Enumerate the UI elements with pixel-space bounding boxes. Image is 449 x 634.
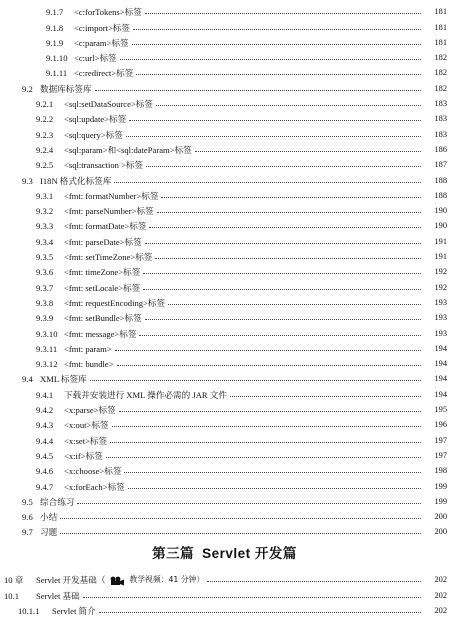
toc-entry-number: 9.4.5 xyxy=(36,450,54,461)
toc-entry-title: <x:parse>标签 xyxy=(64,405,116,416)
toc-entry-title: <fmt: requestEncoding>标签 xyxy=(64,297,166,308)
toc-entry-number: 9.3.1 xyxy=(36,190,54,201)
toc-entry-number: 9.3.4 xyxy=(36,236,54,247)
toc-entry-number: 9.4.3 xyxy=(36,420,54,431)
toc-entry-number: 9.1.8 xyxy=(46,22,64,33)
toc-entry-number: 9.3.3 xyxy=(36,221,54,232)
toc-entry-page: 188 xyxy=(434,175,447,185)
toc-entry xyxy=(0,461,449,476)
toc-entry-number: 9.4 xyxy=(22,374,33,385)
toc-entry-title: 下载并安装进行 XML 操作必需的 JAR 文件 xyxy=(64,389,227,400)
dot-leader xyxy=(112,426,421,427)
dot-leader xyxy=(60,518,421,519)
toc-entry-title: <x:if>标签 xyxy=(64,450,103,461)
dot-leader xyxy=(195,151,421,152)
toc-entry-title: <fmt: timeZone>标签 xyxy=(64,267,141,278)
toc-entry-title: <c:redirect>标签 xyxy=(74,68,134,79)
dot-leader xyxy=(106,457,421,458)
toc-entry-number: 9.3.6 xyxy=(36,267,54,278)
toc-entry-number: 9.2.3 xyxy=(36,129,54,140)
toc-entry-title: <c:url>标签 xyxy=(74,53,117,64)
toc-entry-number: 9.3.7 xyxy=(36,282,54,293)
toc-entry-number: 9.3.11 xyxy=(36,343,58,354)
video-duration-note: 教学视频：41 分钟） xyxy=(129,575,205,585)
toc-entry-page: 181 xyxy=(434,37,447,47)
toc-entry-title: <fmt: param> xyxy=(64,343,112,354)
toc-entry-number: 9.3.5 xyxy=(36,252,54,263)
toc-entry-number: 9.1.9 xyxy=(46,37,64,48)
toc-entry-title: <fmt: setBundle>标签 xyxy=(64,313,142,324)
toc-entry xyxy=(0,339,449,354)
toc-entry xyxy=(0,124,449,139)
dot-leader xyxy=(119,411,421,412)
chapter-number: 10 章 xyxy=(4,575,24,586)
toc-entry xyxy=(0,33,449,48)
toc-entry-page: 202 xyxy=(434,590,447,600)
dot-leader xyxy=(143,289,421,290)
toc-entry-page: 197 xyxy=(434,450,447,460)
toc-entry-title: 习题 xyxy=(40,527,58,538)
toc-entry-title: Servlet 简介 xyxy=(52,605,96,616)
toc-entry-title: <c:param>标签 xyxy=(74,37,129,48)
toc-entry-title: <sql:param>和<sql:dateParam>标签 xyxy=(64,144,192,155)
toc-entry-title: <c:forTokens>标签 xyxy=(74,7,142,18)
toc-entry-page: 183 xyxy=(434,99,447,109)
toc-entry-title: 小结 xyxy=(40,512,58,523)
toc-entry xyxy=(0,63,449,78)
toc-entry-number: 9.4.7 xyxy=(36,481,54,492)
toc-entry-title: <fmt: bundle> xyxy=(64,359,114,370)
toc-entry xyxy=(0,369,449,384)
toc-entry-number: 9.3.12 xyxy=(36,359,58,370)
dot-leader xyxy=(110,442,421,443)
toc-entry-page: 196 xyxy=(434,420,447,430)
toc-entry-page: 183 xyxy=(434,114,447,124)
toc-entry-title: Servlet 基础 xyxy=(36,590,80,601)
toc-entry-number: 10.1.1 xyxy=(18,605,40,616)
chapter-title: Servlet 开发基础（ xyxy=(36,575,106,586)
dot-leader xyxy=(143,273,421,274)
toc-entry-title: <fmt: parseDate>标签 xyxy=(64,236,142,247)
toc-entry-title: <fmt: setTimeZone>标签 xyxy=(64,252,153,263)
toc-entry-page: 200 xyxy=(434,512,447,522)
toc-entry-number: 9.3.2 xyxy=(36,206,54,217)
toc-entry-title: 综合练习 xyxy=(40,496,75,507)
toc-entry-page: 193 xyxy=(434,313,447,323)
toc-entry-page: 202 xyxy=(434,605,447,615)
toc-entry xyxy=(0,216,449,231)
toc-entry-title: <sql:setDataSource>标签 xyxy=(64,99,153,110)
toc-entry xyxy=(0,109,449,124)
dot-leader xyxy=(95,90,421,91)
dot-leader xyxy=(90,380,421,381)
toc-entry xyxy=(0,476,449,491)
toc-entry-page: 190 xyxy=(434,206,447,216)
toc-entry xyxy=(0,262,449,277)
toc-entry xyxy=(0,522,449,537)
toc-entry-page: 182 xyxy=(434,83,447,93)
dot-leader xyxy=(60,533,421,534)
toc-entry-number: 9.2.5 xyxy=(36,160,54,171)
toc-entry-page: 188 xyxy=(434,190,447,200)
dot-leader xyxy=(126,136,421,137)
toc-entry-page: 191 xyxy=(434,236,447,246)
toc-entry xyxy=(0,2,449,17)
toc-entry xyxy=(0,354,449,369)
toc-entry-page: 199 xyxy=(434,496,447,506)
toc-entry-page: 181 xyxy=(434,22,447,32)
dot-leader xyxy=(145,13,421,14)
dot-leader xyxy=(132,44,421,45)
toc-entry xyxy=(0,140,449,155)
toc-entry-title: <fmt: formatDate>标签 xyxy=(64,221,147,232)
toc-entry-page: 187 xyxy=(434,160,447,170)
toc-entry-title: <x:choose>标签 xyxy=(64,466,122,477)
part-title: Servlet 开发篇 xyxy=(202,546,297,562)
toc-entry-number: 9.1.11 xyxy=(46,68,68,79)
toc-entry xyxy=(0,400,449,415)
toc-entry-page: 193 xyxy=(434,328,447,338)
dot-leader xyxy=(230,396,421,397)
toc-entry-title: <fmt: setLocale>标签 xyxy=(64,282,141,293)
toc-entry-title: XML 标签库 xyxy=(40,374,87,385)
part-label: 第三篇 xyxy=(152,546,195,562)
dot-leader xyxy=(115,350,421,351)
toc-entry-title: <sql:update>标签 xyxy=(64,114,127,125)
toc-entry-title: <c:import>标签 xyxy=(74,22,130,33)
toc-entry xyxy=(0,415,449,430)
toc-entry-title: <fmt: formatNumber>标签 xyxy=(64,190,159,201)
toc-entry-page: 194 xyxy=(434,359,447,369)
toc-entry-page: 191 xyxy=(434,252,447,262)
toc-entry-title: <fmt: parseNumber>标签 xyxy=(64,206,154,217)
dot-leader xyxy=(83,597,421,598)
toc-entry-number: 9.2.1 xyxy=(36,99,54,110)
toc-entry-page: 194 xyxy=(434,389,447,399)
dot-leader xyxy=(157,212,421,213)
toc-entry-title: <x:set>标签 xyxy=(64,435,108,446)
toc-entry xyxy=(0,430,449,445)
part-heading xyxy=(0,539,449,565)
toc-entry-page: 192 xyxy=(434,267,447,277)
toc-entry-page: 192 xyxy=(434,282,447,292)
table-of-contents xyxy=(0,2,449,616)
toc-entry-number: 9.4.4 xyxy=(36,435,54,446)
dot-leader xyxy=(99,612,421,613)
toc-entry xyxy=(0,308,449,323)
dot-leader xyxy=(136,74,421,75)
toc-entry xyxy=(0,323,449,338)
toc-entry xyxy=(0,201,449,216)
toc-entry xyxy=(0,601,449,616)
dot-leader xyxy=(161,197,421,198)
dot-leader xyxy=(146,166,421,167)
toc-entry-page: 197 xyxy=(434,435,447,445)
toc-entry xyxy=(0,293,449,308)
toc-entry-number: 9.6 xyxy=(22,512,33,523)
toc-entry xyxy=(0,94,449,109)
dot-leader xyxy=(129,120,421,121)
toc-entry-page: 182 xyxy=(434,53,447,63)
dot-leader xyxy=(114,182,421,183)
toc-entry xyxy=(0,384,449,399)
toc-entry-page: 194 xyxy=(434,374,447,384)
toc-entry-page: 200 xyxy=(434,527,447,537)
toc-entry-number: 9.2.2 xyxy=(36,114,54,125)
toc-entry-number: 9.1.7 xyxy=(46,7,64,18)
toc-entry-number: 9.2 xyxy=(22,83,33,94)
dot-leader xyxy=(149,227,421,228)
toc-entry xyxy=(0,507,449,522)
dot-leader xyxy=(207,581,421,582)
toc-entry-number: 9.2.4 xyxy=(36,144,54,155)
toc-entry-number: 9.3.9 xyxy=(36,313,54,324)
toc-entry xyxy=(0,186,449,201)
dot-leader xyxy=(117,365,421,366)
toc-entry xyxy=(0,446,449,461)
dot-leader xyxy=(128,488,421,489)
toc-entry-title: 数据库标签库 xyxy=(40,83,92,94)
toc-entry xyxy=(0,155,449,170)
toc-entry-page: 193 xyxy=(434,297,447,307)
dot-leader xyxy=(156,105,421,106)
toc-entry-page: 186 xyxy=(434,144,447,154)
dot-leader xyxy=(120,59,421,60)
toc-entry-number: 9.3.8 xyxy=(36,297,54,308)
chapter-entry xyxy=(0,565,449,585)
toc-list xyxy=(0,2,449,537)
toc-entry-page: 183 xyxy=(434,129,447,139)
toc-entry xyxy=(0,492,449,507)
toc-entry xyxy=(0,277,449,292)
toc-entry-number: 10.1 xyxy=(4,590,20,601)
toc-entry-number: 9.5 xyxy=(22,496,33,507)
dot-leader xyxy=(168,304,421,305)
toc-entry-page: 190 xyxy=(434,221,447,231)
toc-entry-number: 9.4.1 xyxy=(36,389,54,400)
dot-leader xyxy=(145,319,421,320)
dot-leader xyxy=(133,29,421,30)
toc-entry xyxy=(0,78,449,93)
toc-entry xyxy=(0,231,449,246)
toc-entry-title: I18N 格式化标签库 xyxy=(40,175,112,186)
toc-entry-number: 9.3 xyxy=(22,175,33,186)
toc-entry xyxy=(0,170,449,185)
toc-entry-page: 194 xyxy=(434,343,447,353)
toc-entry-page: 198 xyxy=(434,466,447,476)
toc-entry-number: 9.7 xyxy=(22,527,33,538)
toc-entry-page: 195 xyxy=(434,405,447,415)
toc-entry xyxy=(0,17,449,32)
toc-entry-title: <sql:transaction >标签 xyxy=(64,160,144,171)
toc-entry-number: 9.4.2 xyxy=(36,405,54,416)
toc-entry-page: 181 xyxy=(434,7,447,17)
dot-leader xyxy=(124,472,421,473)
toc-entry-page: 182 xyxy=(434,68,447,78)
chapter-toc-list xyxy=(0,585,449,616)
toc-entry-title: <sql:query>标签 xyxy=(64,129,123,140)
toc-entry xyxy=(0,585,449,600)
toc-entry xyxy=(0,48,449,63)
toc-entry-number: 9.3.10 xyxy=(36,328,58,339)
dot-leader xyxy=(155,258,421,259)
toc-entry-title: <x:forEach>标签 xyxy=(64,481,125,492)
chapter-page: 202 xyxy=(434,575,447,585)
toc-entry-page: 199 xyxy=(434,481,447,491)
dot-leader xyxy=(77,503,421,504)
dot-leader xyxy=(145,243,421,244)
toc-entry-title: <x:out>标签 xyxy=(64,420,109,431)
dot-leader xyxy=(139,335,421,336)
toc-entry-number: 9.1.10 xyxy=(46,53,68,64)
toc-entry-title: <fmt: message>标签 xyxy=(64,328,137,339)
toc-entry xyxy=(0,247,449,262)
toc-entry-number: 9.4.6 xyxy=(36,466,54,477)
